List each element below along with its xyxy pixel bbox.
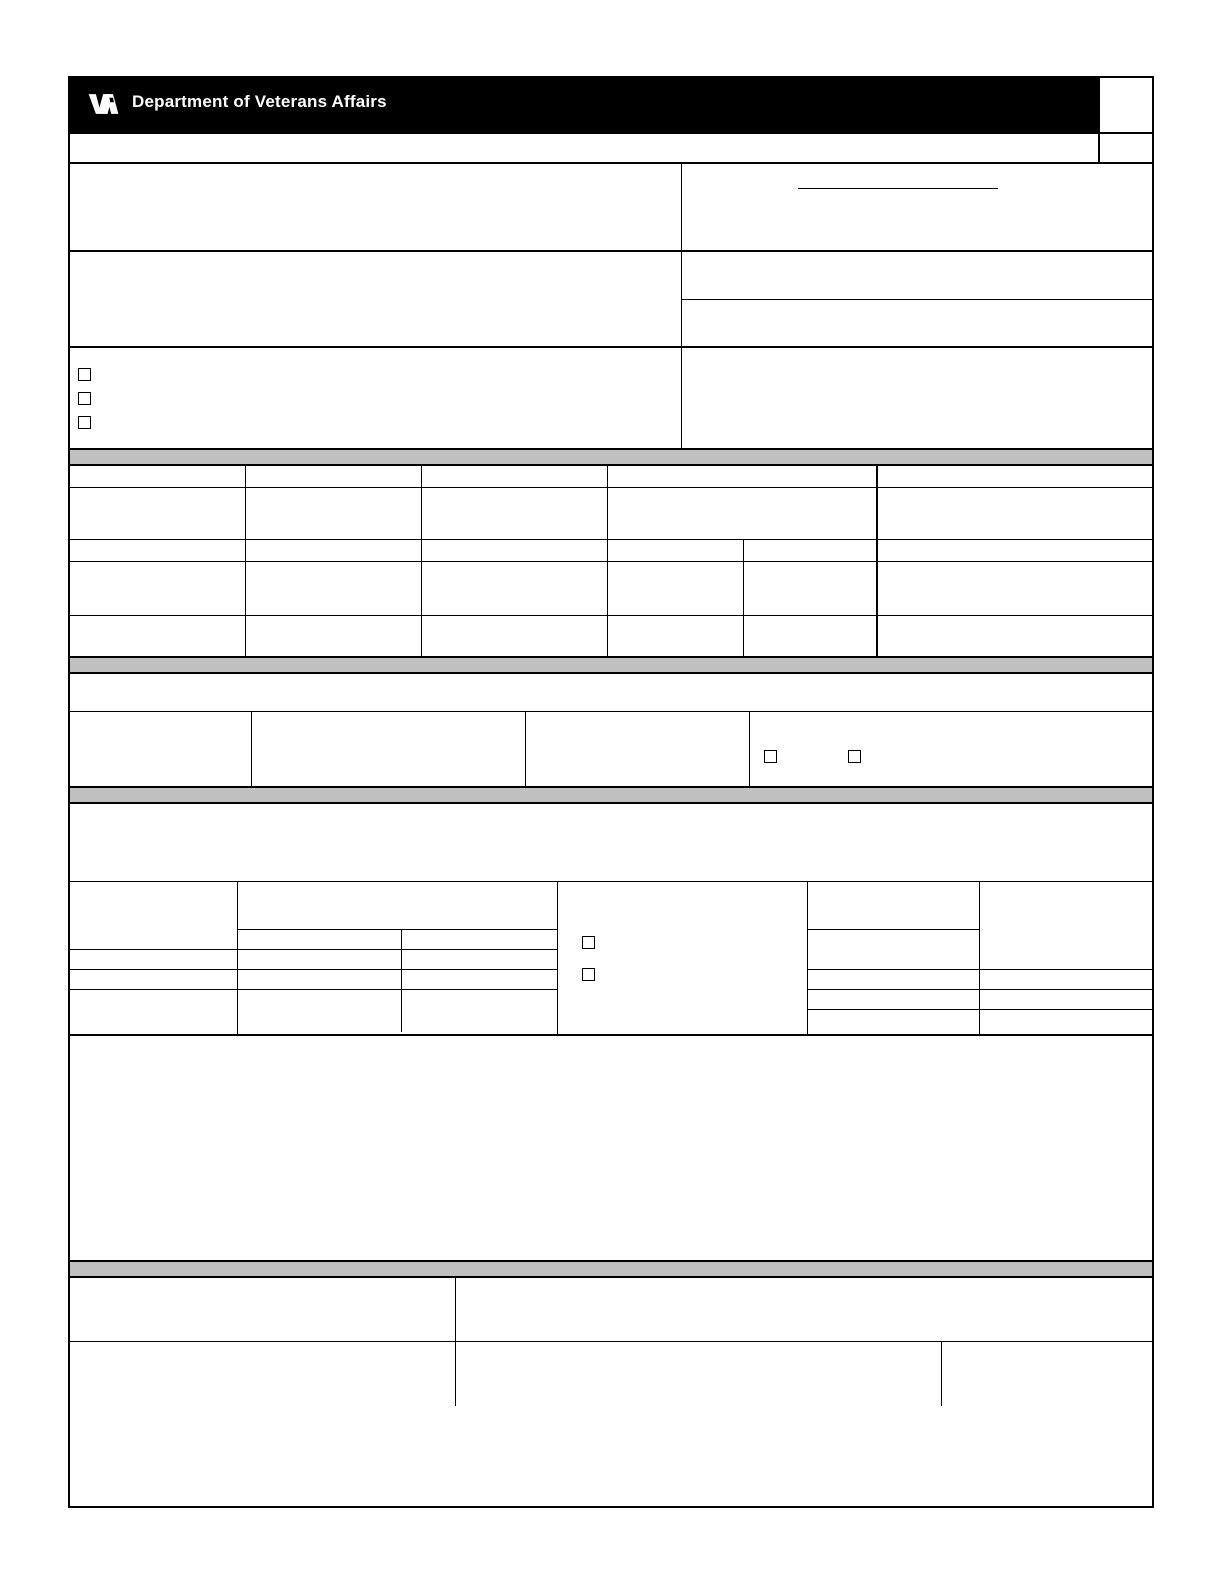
grid-a-v14[interactable] [744, 616, 878, 656]
grid-a-label-row-1 [70, 466, 1152, 488]
header-subtitle [70, 134, 1098, 162]
grid-a-h3 [422, 466, 608, 487]
grid-a-h9 [744, 540, 878, 561]
checkbox-2[interactable] [78, 392, 91, 405]
section-b-band [70, 656, 1152, 674]
section-d-left-2[interactable] [70, 1342, 456, 1406]
grid-a-v12[interactable] [422, 616, 608, 656]
grid-a-h8 [608, 540, 744, 561]
section-c-col2-r3c1[interactable] [238, 990, 402, 1032]
section-c-remarks[interactable] [70, 1036, 1152, 1260]
grid-a-right-2b[interactable] [878, 562, 1152, 615]
section-c-remarks-row [70, 1034, 1152, 1260]
top-row-3-left [70, 348, 682, 448]
header-subtitle-band [70, 134, 1152, 164]
grid-a-v9[interactable] [744, 562, 878, 615]
checkbox-group-3 [78, 416, 97, 429]
agency-title: Department of Veterans Affairs [132, 92, 387, 111]
checkbox-3[interactable] [78, 416, 91, 429]
section-c-col2-sub-2 [402, 930, 558, 949]
section-c-col1-r1[interactable] [70, 950, 237, 969]
section-c-col2-r3c2[interactable] [402, 990, 558, 1032]
top-row-2-right-b[interactable] [682, 300, 1152, 347]
section-d-right-2[interactable] [942, 1342, 1152, 1406]
header-subtitle-right [1098, 134, 1152, 162]
section-c-col1-r3[interactable] [70, 990, 237, 1032]
grid-a-h7 [422, 540, 608, 561]
top-row-2 [70, 252, 1152, 348]
grid-a-h5 [70, 540, 246, 561]
grid-a-v11[interactable] [246, 616, 422, 656]
section-c-col2-r2c1[interactable] [238, 970, 402, 989]
grid-a-v7[interactable] [422, 562, 608, 615]
grid-a-v8[interactable] [608, 562, 744, 615]
section-c-col5-head [980, 882, 1152, 969]
section-b-checkbox-cell [750, 712, 1152, 786]
section-c-col1-head [70, 882, 237, 949]
top-row-2-right-a[interactable] [682, 252, 1152, 299]
section-d [70, 1278, 1152, 1406]
section-c-col2-sub-1 [238, 930, 402, 949]
section-b [70, 674, 1152, 786]
grid-a-v6[interactable] [246, 562, 422, 615]
checkbox-group-2 [78, 392, 97, 405]
section-c-col2-r1c2[interactable] [402, 950, 558, 969]
grid-a-right-1b[interactable] [878, 488, 1152, 539]
section-b-fields-row [70, 712, 1152, 786]
checkbox-group-1 [78, 368, 97, 381]
grid-a-v10[interactable] [70, 616, 246, 656]
section-c-col-5 [980, 882, 1152, 1034]
top-row-3-right[interactable] [682, 348, 1152, 448]
grid-a-h6 [246, 540, 422, 561]
section-c-col2-r2c2[interactable] [402, 970, 558, 989]
section-b-cell-1[interactable] [70, 712, 252, 786]
grid-a-h2 [246, 466, 422, 487]
section-c-col2-head [238, 882, 557, 929]
section-c-col5-r1[interactable] [980, 970, 1152, 989]
section-c-col-2 [238, 882, 558, 1034]
top-row-1-rule [798, 188, 998, 189]
grid-a-right-2 [878, 540, 1152, 561]
checkbox-1[interactable] [78, 368, 91, 381]
top-row-1 [70, 164, 1152, 252]
section-d-mid-2[interactable] [456, 1342, 942, 1406]
top-row-1-left[interactable] [70, 164, 682, 250]
section-b-checkbox-1[interactable] [764, 750, 777, 763]
section-c-col4-r3[interactable] [808, 990, 979, 1009]
grid-a-right-3[interactable] [878, 616, 1152, 656]
section-c [70, 804, 1152, 1260]
section-d-left-1[interactable] [70, 1278, 456, 1341]
top-row-1-right[interactable] [682, 164, 1152, 250]
section-b-cell-2[interactable] [252, 712, 526, 786]
section-c-col4-head [808, 882, 979, 929]
section-c-band [70, 786, 1152, 804]
va-logo-icon [86, 91, 122, 117]
section-d-row-2 [70, 1342, 1152, 1406]
section-c-col4-r1[interactable] [808, 930, 979, 969]
va-form [68, 76, 1154, 1508]
section-b-note-row [70, 674, 1152, 712]
section-c-col-1 [70, 882, 238, 1034]
grid-a-value-row-2 [70, 562, 1152, 616]
grid-a-v5[interactable] [70, 562, 246, 615]
grid-a-v13[interactable] [608, 616, 744, 656]
section-c-checkbox-block [558, 882, 808, 1034]
grid-a-v2[interactable] [246, 488, 422, 539]
grid-a-value-row-3 [70, 616, 1152, 656]
grid-a-v3[interactable] [422, 488, 608, 539]
section-c-note [70, 804, 1152, 881]
grid-a-value-row-1 [70, 488, 1152, 540]
section-b-checkbox-2[interactable] [848, 750, 861, 763]
grid-a-v1[interactable] [70, 488, 246, 539]
grid-a-right-1[interactable] [878, 466, 1152, 487]
section-c-col-4 [808, 882, 980, 1034]
form-code-text [1100, 78, 1152, 132]
section-c-checkbox-1[interactable] [582, 936, 595, 949]
section-b-note [70, 674, 1152, 711]
top-row-2-left[interactable] [70, 252, 682, 346]
top-row-3 [70, 348, 1152, 448]
grid-a-label-row-2 [70, 540, 1152, 562]
section-c-col1-r2[interactable] [70, 970, 237, 989]
grid-a-h1 [70, 466, 246, 487]
section-c-grid [70, 882, 1152, 1034]
header-form-code-box [1098, 78, 1152, 132]
section-c-col4-r4[interactable] [808, 1010, 979, 1032]
section-c-col4-r2[interactable] [808, 970, 979, 989]
section-d-band [70, 1260, 1152, 1278]
section-c-col5-r3[interactable] [980, 1010, 1152, 1032]
top-row-2-right-stack [682, 252, 1152, 346]
grid-a-h4 [608, 466, 878, 487]
section-c-col5-r2[interactable] [980, 990, 1152, 1009]
grid-a-v4[interactable] [608, 488, 878, 539]
section-c-col2-r1c1[interactable] [238, 950, 402, 969]
section-b-cell-3[interactable] [526, 712, 750, 786]
form-header [70, 78, 1152, 134]
section-c-note-row [70, 804, 1152, 882]
section-d-right-1[interactable] [456, 1278, 1152, 1341]
section-d-row-1 [70, 1278, 1152, 1342]
section-a-band [70, 448, 1152, 466]
section-c-checkbox-2[interactable] [582, 968, 595, 981]
section-a-grid [70, 466, 1152, 656]
